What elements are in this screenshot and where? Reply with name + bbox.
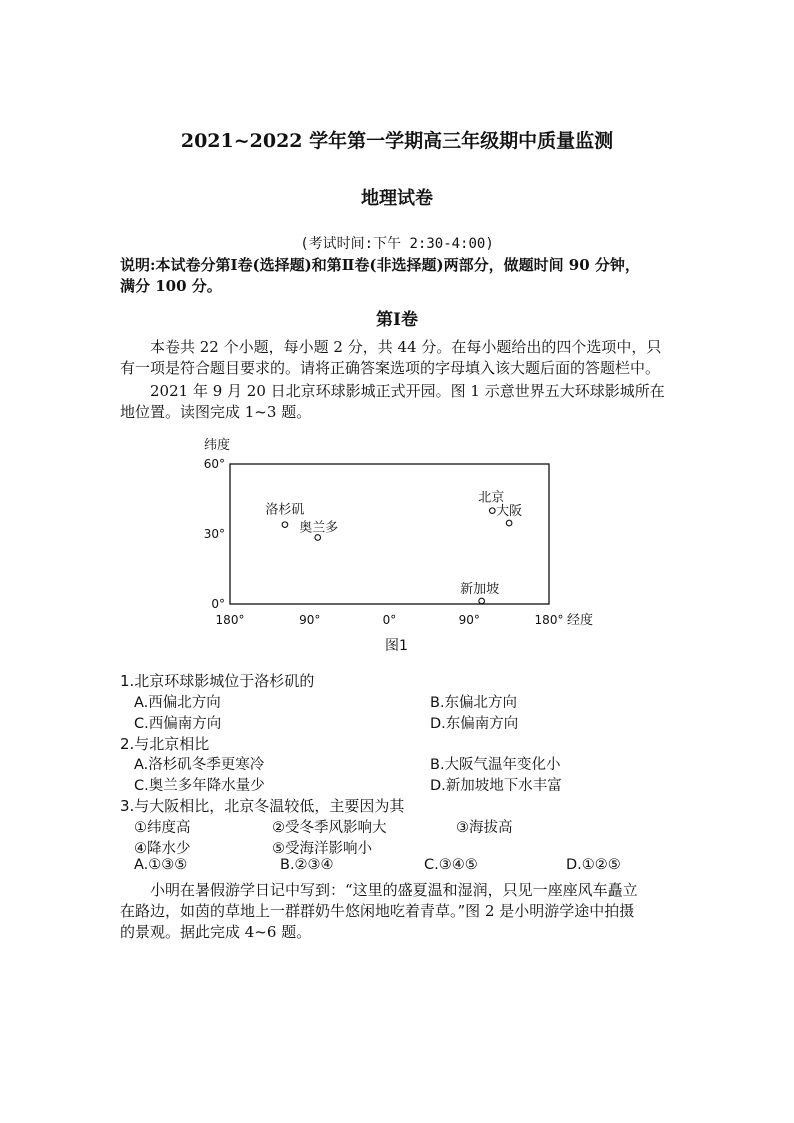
question-option: A.西偏北方向 xyxy=(134,695,221,711)
x-tick-label: 180° xyxy=(534,613,564,627)
material-1-line-1: 2021 年 9 月 20 日北京环球影城正式开园。图 1 示意世界五大环球影城所在 xyxy=(150,382,665,400)
y-axis-label: 纬度 xyxy=(204,438,231,453)
material-1-line-2: 地位置。读图完成 1~3 题。 xyxy=(120,403,312,421)
x-tick-label: 90° xyxy=(458,613,480,627)
question-stem: 3.与大阪相比，北京冬温较低，主要因为其 xyxy=(120,797,405,815)
question-option: D.①②⑤ xyxy=(566,857,621,873)
x-tick-label: 90° xyxy=(299,613,321,627)
question-option: C.西偏南方向 xyxy=(134,716,222,732)
city-point xyxy=(315,535,321,541)
city-label: 北京 xyxy=(478,490,505,506)
exam-time: (考试时间:下午 2:30-4:00) xyxy=(300,236,494,252)
y-tick-label: 60° xyxy=(203,457,225,471)
question-option: C.③④⑤ xyxy=(424,857,478,873)
y-tick-label: 0° xyxy=(211,597,225,611)
exam-title: 2021~2022 学年第一学期高三年级期中质量监测 xyxy=(180,130,614,152)
city-label: 奥兰多 xyxy=(299,520,339,536)
question-item: ③海拔高 xyxy=(456,820,513,836)
question-option: D.新加坡地下水丰富 xyxy=(430,778,562,794)
question-item: ④降水少 xyxy=(134,841,191,857)
city-label: 大阪 xyxy=(496,504,523,520)
section-intro-line-2: 有一项是符合题目要求的。请将正确答案选项的字母填入该大题后面的答题栏中。 xyxy=(120,359,661,377)
figure-caption: 图1 xyxy=(385,638,408,654)
material-2-line-2: 在路边，如茵的草地上一群群奶牛悠闲地吃着青草。”图 2 是小明游学途中拍摄 xyxy=(120,902,635,920)
question-option: B.东偏北方向 xyxy=(430,695,518,711)
question-option: D.东偏南方向 xyxy=(430,716,519,732)
x-tick-label: 180° xyxy=(215,613,245,627)
instructions-line-1: 说明:本试卷分第Ⅰ卷(选择题)和第Ⅱ卷(非选择题)两部分，做题时间 90 分钟， xyxy=(120,256,640,274)
section-title: 第Ⅰ卷 xyxy=(376,310,418,330)
material-2-line-3: 的景观。据此完成 4~6 题。 xyxy=(120,923,312,941)
material-2-line-1: 小明在暑假游学日记中写到：“这里的盛夏温和湿润，只见一座座风车矗立 xyxy=(150,881,638,899)
city-point xyxy=(479,598,485,604)
question-option: A.洛杉矶冬季更寒冷 xyxy=(134,757,265,773)
question-item: ①纬度高 xyxy=(134,820,191,836)
question-stem: 2.与北京相比 xyxy=(120,735,210,753)
question-item: ⑤受海洋影响小 xyxy=(272,841,372,857)
x-tick-label: 0° xyxy=(382,613,397,627)
city-label: 洛杉矶 xyxy=(265,502,305,518)
city-point xyxy=(506,520,512,526)
question-option: A.①③⑤ xyxy=(134,857,188,873)
plot-frame xyxy=(230,464,549,604)
question-option: B.②③④ xyxy=(280,857,334,873)
question-option: B.大阪气温年变化小 xyxy=(430,757,561,773)
city-point xyxy=(489,508,495,514)
instructions-line-2: 满分 100 分。 xyxy=(120,277,222,295)
question-item: ②受冬季风影响大 xyxy=(272,820,387,836)
x-axis-label: 经度 xyxy=(567,613,594,628)
y-tick-label: 30° xyxy=(203,527,225,541)
question-stem: 1.北京环球影城位于洛杉矶的 xyxy=(120,672,315,690)
city-label: 新加坡 xyxy=(460,581,500,597)
city-point xyxy=(282,522,288,528)
figure-1-map-chart xyxy=(190,430,610,660)
subject-title: 地理试卷 xyxy=(361,188,433,209)
question-option: C.奥兰多年降水量少 xyxy=(134,778,265,794)
section-intro-line-1: 本卷共 22 个小题，每小题 2 分，共 44 分。在每小题给出的四个选项中，只 xyxy=(150,338,662,356)
